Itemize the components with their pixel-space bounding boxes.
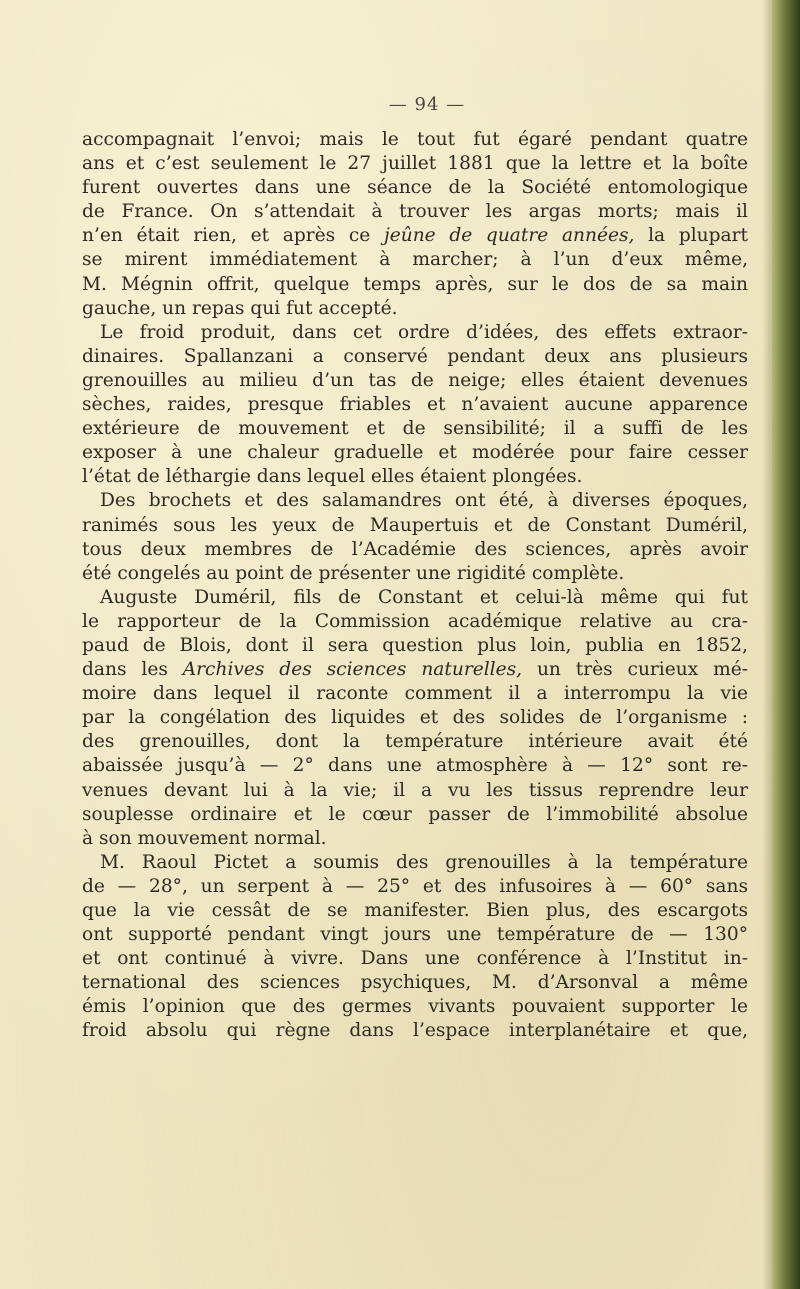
text-line: furent ouvertes dans une séance de la Société entomologique [82,177,748,199]
text-line: dinaires. Spallanzani a conservé pendant deux ans plusieurs [82,345,748,367]
paragraph-5 [82,851,748,1044]
text-line: extérieure de mouvement et de sensibilité; il a suffi de les [82,418,748,440]
body-text [82,128,748,1044]
paragraph-4 [82,586,748,851]
text-line: ternational des sciences psychiques, M. d’Arsonval a même [82,972,748,994]
page-edge-shadow [762,0,772,1289]
text-line: paud de Blois, dont il sera question plus loin, publia en 1852, [82,634,748,656]
text-line: moire dans lequel il raconte comment il a interrompu la vie [82,683,748,705]
paragraph-3 [82,489,748,585]
text-line: l’état de léthargie dans lequel elles étaient plongées. [82,466,583,488]
text-line: émis l’opinion que des germes vivants pouvaient supporter le [82,996,748,1018]
text-line: venues devant lui à la vie; il a vu les tissus reprendre leur [82,779,748,801]
paragraph-2 [82,321,748,490]
text-line: tous deux membres de l’Académie des sciences, après avoir [82,538,748,560]
text-line: Le froid produit, dans cet ordre d’idées, des effets extraor- [100,321,748,343]
italic-phrase: Archives des sciences naturelles, [182,659,523,681]
text-line: ont supporté pendant vingt jours une température de — 130° [82,924,748,946]
text-line: le rapporteur de la Commission académique relative au cra- [82,610,748,632]
text-line: ranimés sous les yeux de Maupertuis et de Constant Duméril, [82,514,748,536]
page-edge [772,0,800,1289]
text-line: Auguste Duméril, fils de Constant et celui-là même qui fut [100,586,748,608]
text-line: se mirent immédiatement à marcher; à l’un d’eux même, [82,249,748,271]
text-line: froid absolu qui règne dans l’espace interplanétaire et que, [82,1020,748,1042]
text-line: exposer à une chaleur graduelle et modérée pour faire cesser [82,442,748,464]
text-segment: la plupart [634,225,748,247]
paragraph-1 [82,128,748,321]
page-number: — 94 — [388,94,466,115]
text-line: grenouilles au milieu d’un tas de neige; elles étaient devenues [82,369,748,391]
text-line: M. Raoul Pictet a soumis des grenouilles à la température [100,851,748,873]
text-line: souplesse ordinaire et le cœur passer de l’immobilité absolue [82,803,748,825]
text-line: été congelés au point de présenter une rigidité complète. [82,562,625,584]
text-line [82,658,748,682]
text-line: que la vie cessât de se manifester. Bien plus, des escargots [82,900,748,921]
text-line: Des brochets et des salamandres ont été, à diverses époques, [100,490,748,512]
text-segment: dans les [82,659,183,681]
text-line: de — 28°, un serpent à — 25° et des infusoires à — 60° sans [82,875,748,897]
text-segment: un très curieux mé- [522,659,748,681]
text-line: de France. On s’attendait à trouver les argas morts; mais il [82,201,748,223]
text-line [82,224,748,248]
text-line: sèches, raides, presque friables et n’avaient aucune apparence [82,394,748,416]
text-line: gauche, un repas qui fut accepté. [82,297,398,319]
text-segment: n’en était rien, et après ce [82,225,384,247]
text-line: à son mouvement normal. [82,827,327,849]
text-line: M. Mégnin offrit, quelque temps après, sur le dos de sa main [82,273,748,295]
text-line: et ont continué à vivre. Dans une conférence à l’Institut in- [82,948,748,970]
text-line: des grenouilles, dont la température intérieure avait été [82,731,748,753]
text-line: abaissée jusqu’à — 2° dans une atmosphère à — 12° sont re- [82,755,748,777]
text-line: accompagnait l’envoi; mais le tout fut égaré pendant quatre [82,129,748,150]
text-line: par la congélation des liquides et des solides de l’organisme : [82,707,748,729]
text-line: ans et c’est seulement le 27 juillet 1881 que la lettre et la boîte [82,153,748,175]
italic-phrase: jeûne de quatre années, [383,225,635,247]
